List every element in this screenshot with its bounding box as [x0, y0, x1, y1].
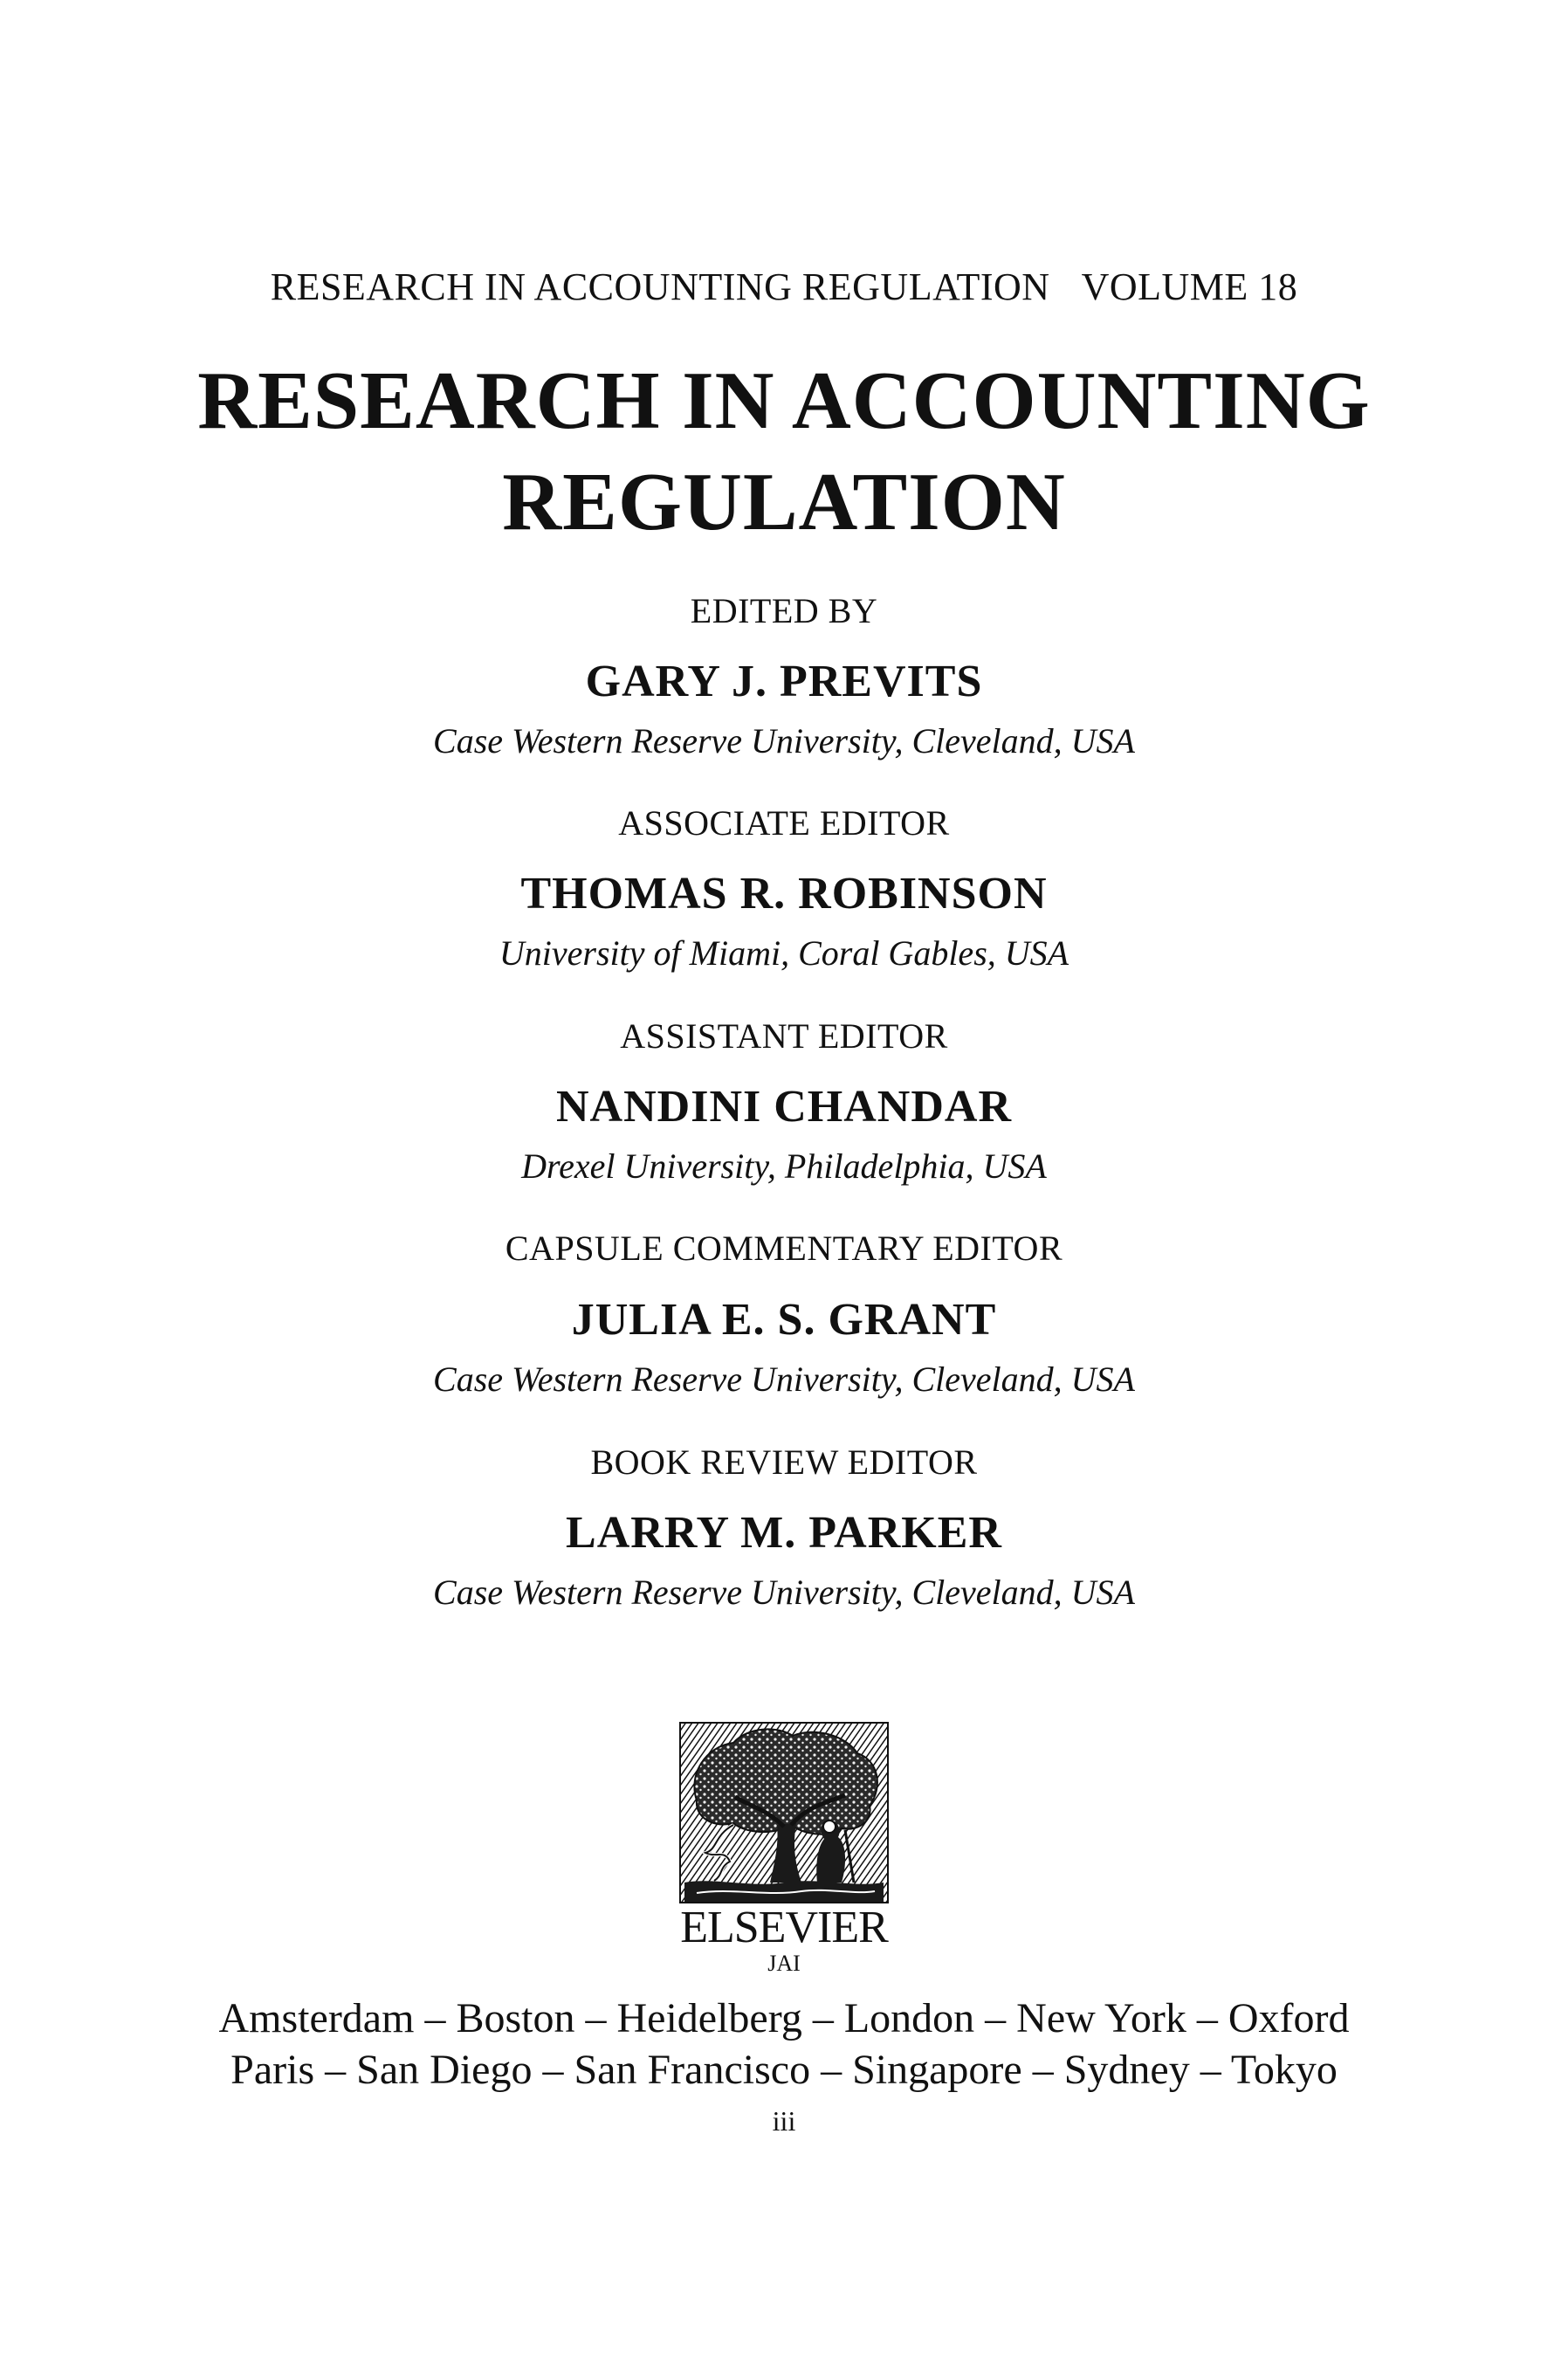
series-line — [0, 265, 1568, 308]
associate-editor-affiliation: University of Miami, Coral Gables, USA — [499, 933, 1069, 973]
assistant-editor-affiliation: Drexel University, Philadelphia, USA — [521, 1146, 1047, 1186]
publisher-imprint: JAI — [767, 1951, 801, 1976]
book-review-editor-name: LARRY M. PARKER — [566, 1508, 1002, 1558]
book-title-line-2: REGULATION — [502, 457, 1066, 547]
volume-number: VOLUME 18 — [1081, 265, 1298, 308]
publisher-cities-line-1: Amsterdam – Boston – Heidelberg – London – New York – Oxford — [218, 1995, 1350, 2041]
publisher-name: ELSEVIER — [680, 1903, 888, 1952]
elsevier-tree-logo-icon — [679, 1722, 889, 1903]
editor-affiliation: Case Western Reserve University, Cleveland, USA — [433, 721, 1135, 761]
series-name: RESEARCH IN ACCOUNTING REGULATION — [270, 265, 1050, 308]
associate-editor-name: THOMAS R. ROBINSON — [520, 869, 1048, 919]
book-review-editor-affiliation: Case Western Reserve University, Cleveland, USA — [433, 1573, 1135, 1612]
assistant-editor-name: NANDINI CHANDAR — [556, 1082, 1012, 1132]
editor-role: EDITED BY — [690, 591, 878, 630]
editor-name: GARY J. PREVITS — [585, 657, 983, 706]
capsule-commentary-editor-affiliation: Case Western Reserve University, Cleveland, USA — [433, 1359, 1135, 1399]
publisher-cities-line-2: Paris – San Diego – San Francisco – Singapore – Sydney – Tokyo — [230, 2047, 1338, 2093]
book-review-editor-role: BOOK REVIEW EDITOR — [590, 1442, 978, 1482]
page-number: iii — [772, 2105, 796, 2137]
capsule-commentary-editor-role: CAPSULE COMMENTARY EDITOR — [505, 1229, 1063, 1268]
assistant-editor-role: ASSISTANT EDITOR — [620, 1016, 948, 1056]
capsule-commentary-editor-name: JULIA E. S. GRANT — [571, 1295, 997, 1345]
book-title-line-1: RESEARCH IN ACCOUNTING — [197, 355, 1371, 446]
associate-editor-role: ASSOCIATE EDITOR — [618, 803, 950, 843]
